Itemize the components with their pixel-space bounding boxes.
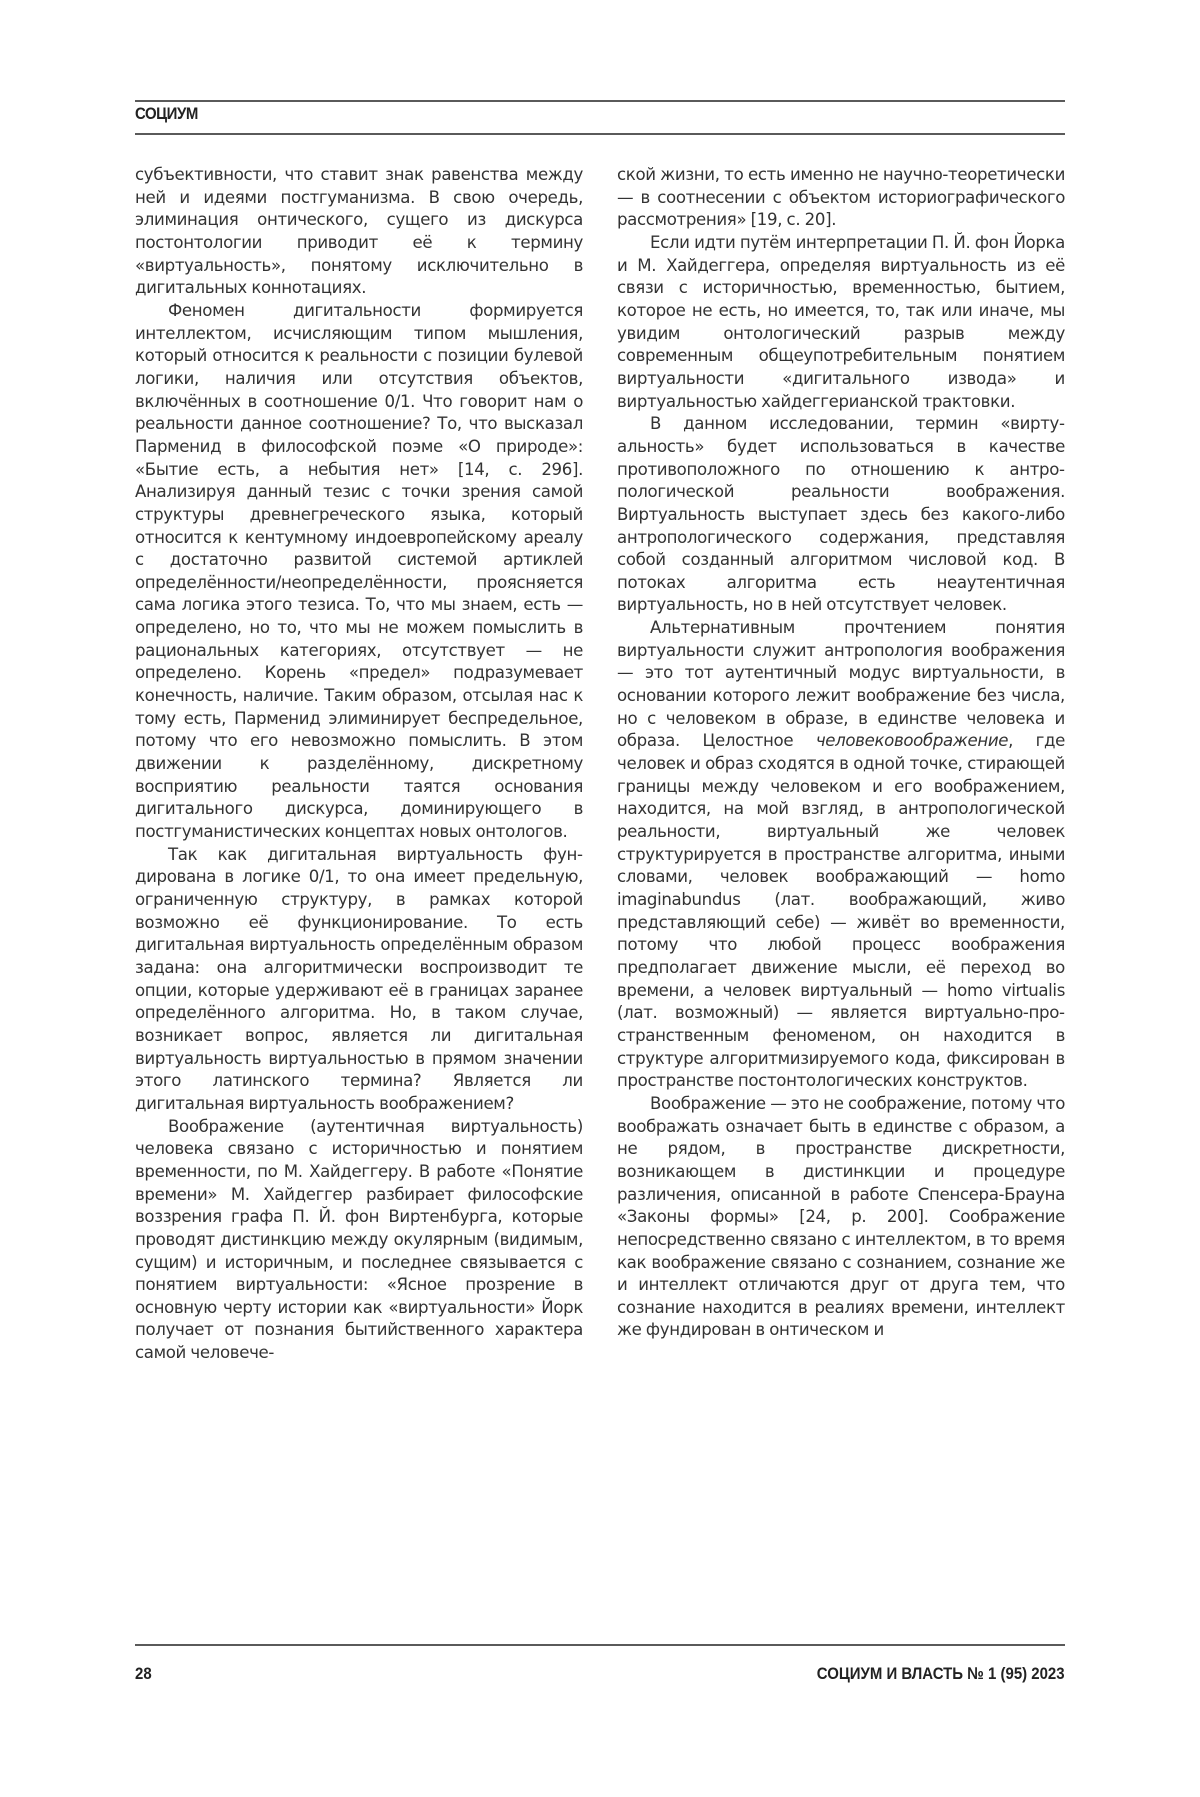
right-column (617, 164, 1065, 1342)
paragraph: В данном исследовании, термин «виртуальность» будет использоваться в качестве противоположного по отношению к антропологической реальности воображения. Виртуальность выступает здесь без какого-либо антропологического содержания, представляя собой созданный алгоритмом числовой код. В потоках алгоритма есть неаутентичная виртуальность, но в ней отсутствует человек. (617, 414, 1065, 615)
header-bottom-rule (135, 133, 1065, 135)
journal-issue: СОЦИУМ И ВЛАСТЬ № 1 (95) 2023 (817, 1664, 1065, 1683)
paragraph: Если идти путём интерпретации П. Й. фон Йорка и М. Хайдеггера, определяя виртуальность из её связи с историчностью, временностью, бытием, которое не есть, но имеется, то, так или иначе, мы увидим онтологический разрыв между современным общеупотребительным понятием виртуальности «дигитального извода» и виртуальностью хайдеггерианской трактовки. (617, 232, 1065, 411)
header-top-rule (135, 100, 1065, 102)
footer-rule (135, 1644, 1065, 1646)
running-head: СОЦИУМ (135, 104, 198, 123)
paragraph: субъективности, что ставит знак равенства между ней и идеями постгуманизма. В свою очередь, элиминация онтического, сущего из дискурса постонтологии приводит её к термину «виртуальность», понятому исключительно в дигитальных коннотациях. (135, 165, 583, 298)
paragraph: ской жизни, то есть именно не научно-теоретически — в соотнесении с объектом историографического рассмотрения» [19, с. 20]. (617, 165, 1065, 230)
paragraph: Воображение (аутентичная виртуальность) человека связано с историчностью и понятием временности, по М. Хайдеггеру. В работе «Понятие времени» М. Хайдеггер разбирает философские воззрения графа П. Й. фон Виртенбурга, которые проводят дистинкцию между окулярным (видимым, сущим) и историчным, и последнее связывается с понятием виртуальности: «Ясное прозрение в основную черту истории как «виртуальности» Йорк получает от познания бытийственного характера самой человече- (135, 1116, 583, 1363)
paragraph: Так как дигитальная виртуальность фундирована в логике 0/1, то она имеет предельную, ограниченную структуру, в рамках которой возможно её функционирование. То есть дигитальная виртуальность определённым образом задана: она алгоритмически воспроизводит те опции, которые удерживают её в границах заранее определённого алгоритма. Но, в таком случае, возникает вопрос, является ли дигитальная виртуальность виртуальностью в прямом значении этого латинского термина? Является ли дигитальная виртуальность воображением? (135, 844, 583, 1113)
paragraph: Феномен дигитальности формируется интеллектом, исчисляющим типом мышления, который относится к реальности с позиции булевой логики, наличия или отсутствия объектов, включённых в соотношение 0/1. Что говорит нам о реальности данное соотношение? То, что высказал Парменид в философской поэме «О природе»: «Бытие есть, а небытия нет» [14, с. 296]. Анализируя данный тезис с точки зрения самой структуры древнегреческого языка, который относится к кентумному индоевропейскому ареалу с достаточно развитой системой артиклей определённости/неопределённости, проясняется сама логика этого тезиса. То, что мы знаем, есть — определено, но то, что мы не можем помыслить в рациональных категориях, отсутствует — не определено. Корень «предел» подразумевает конечность, наличие. Таким образом, отсылая нас к тому есть, Парменид элиминирует беспредельное, потому что его невозможно помыслить. В этом движении к разделённому, дискретному восприятию реальности таятся основания дигитального дискурса, доминирующего в постгуманистических концептах новых онтологов. (135, 300, 583, 842)
paragraph: Воображение — это не соображение, потому что воображать означает быть в единстве с образом, а не рядом, в пространстве дискретности, возникающем в дистинкции и процедуре различения, описанной в работе Спенсера-Брауна «Законы формы» [24, р. 200]. Соображение непосредственно связано с интеллектом, в то время как воображение связано с сознанием, сознание же и интеллект отличаются друг от друга тем, что сознание находится в реалиях времени, интеллект же фундирован в онтическом и (617, 1093, 1065, 1340)
paragraph-text: Альтернативным прочтением понятия виртуальности служит антропология воображения — это тот аутентичный модус виртуальности, в основании которого лежит воображение без числа, но с человеком в образе, в единстве человека и образа. Целостное (617, 618, 1065, 751)
page-number: 28 (135, 1664, 152, 1683)
paragraph-text: , где человек и образ сходятся в одной точке, стирающей границы между человеком и его воображением, находится, на мой взгляд, в антропологической реальности, виртуальный же человек структурируется в пространстве алгоритма, иными словами, человек воображающий — homo imaginabundus (лат. воображающий, живо представляющий себе) — живёт во временности, потому что любой процесс воображения предполагает движение мысли, её переход во времени, а человек виртуальный — homo virtualis (лат. возможный) — является виртуально-пространственным феноменом, он находится в структуре алгоритмизируемого кода, фиксирован в пространстве постонтологических конструктов. (617, 731, 1065, 1091)
italic-term: человековоображение (815, 731, 1009, 751)
left-column (135, 164, 583, 1365)
paragraph (617, 617, 1065, 1093)
